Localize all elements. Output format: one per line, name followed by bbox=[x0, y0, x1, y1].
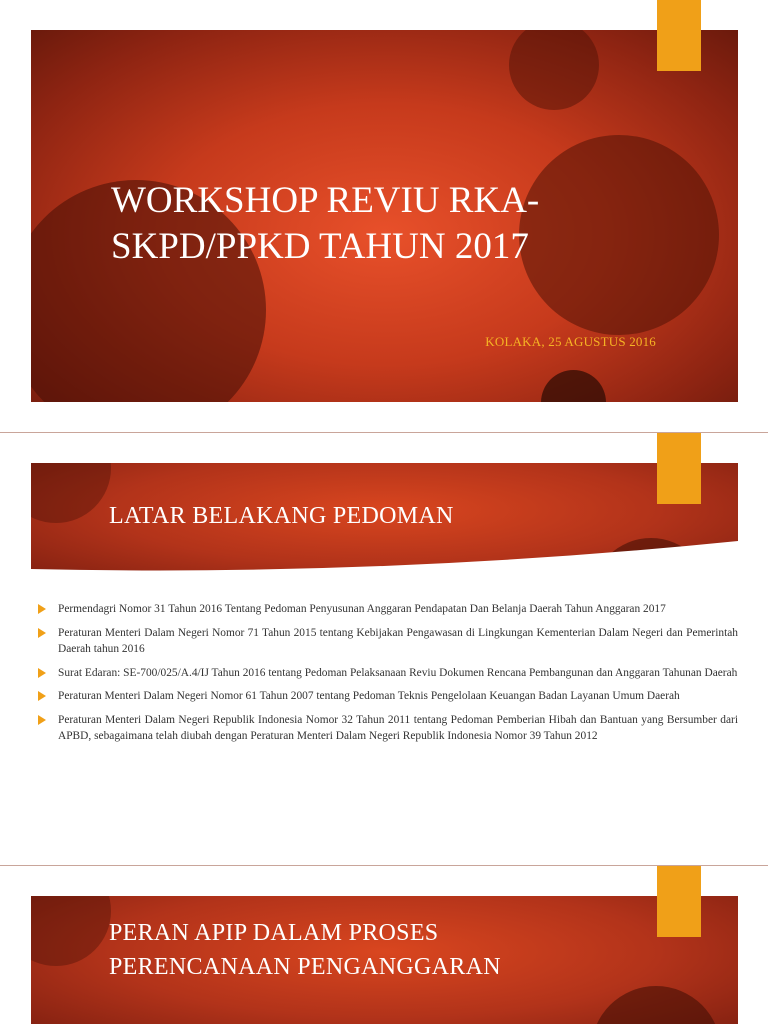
bullet-arrow-icon bbox=[38, 668, 46, 678]
slide-latar-belakang bbox=[0, 433, 768, 865]
bullet-arrow-icon bbox=[38, 691, 46, 701]
presentation-subtitle: KOLAKA, 25 AGUSTUS 2016 bbox=[485, 334, 656, 349]
bullet-arrow-icon bbox=[38, 715, 46, 725]
banner-curve bbox=[31, 541, 738, 581]
decor-circle bbox=[591, 986, 721, 1024]
accent-tab bbox=[657, 866, 701, 937]
section-banner bbox=[31, 463, 738, 581]
bullet-list bbox=[38, 601, 738, 752]
decor-circle bbox=[31, 896, 111, 966]
bullet-arrow-icon bbox=[38, 628, 46, 638]
title-banner bbox=[31, 30, 738, 402]
section-title: LATAR BELAKANG PEDOMAN bbox=[109, 503, 454, 529]
slide-peran-apip bbox=[0, 866, 768, 1024]
section-banner bbox=[31, 896, 738, 1024]
list-item: Peraturan Menteri Dalam Negeri Nomor 61 Tahun 2007 tentang Pedoman Teknis Pengelolaan Keuangan Badan Layanan Umum Daerah bbox=[38, 688, 738, 705]
list-item: Surat Edaran: SE-700/025/A.4/IJ Tahun 2016 tentang Pedoman Pelaksanaan Reviu Dokumen Rencana Pembangunan dan Anggaran Tahunan Daerah bbox=[38, 665, 738, 682]
slide-title bbox=[0, 0, 768, 432]
list-item: Peraturan Menteri Dalam Negeri Republik Indonesia Nomor 32 Tahun 2011 tentang Pedoman Pemberian Hibah dan Bantuan yang Bersumber dari APBD, sebagaimana telah diubah dengan Peraturan Menteri Dalam Negeri Republik Indonesia Nomor 39 Tahun 2012 bbox=[38, 712, 738, 745]
list-item: Peraturan Menteri Dalam Negeri Nomor 71 Tahun 2015 tentang Kebijakan Pengawasan di Lingkungan Kementerian Dalam Negeri dan Pemerintah Daerah tahun 2016 bbox=[38, 625, 738, 658]
accent-tab bbox=[657, 433, 701, 504]
decor-circle bbox=[541, 370, 606, 402]
accent-tab bbox=[657, 0, 701, 71]
decor-circle bbox=[509, 30, 599, 110]
section-title: PERAN APIP DALAM PROSES PERENCANAAN PENGANGGARAN bbox=[109, 920, 501, 980]
decor-circle bbox=[31, 463, 111, 523]
bullet-arrow-icon bbox=[38, 604, 46, 614]
list-item: Permendagri Nomor 31 Tahun 2016 Tentang Pedoman Penyusunan Anggaran Pendapatan Dan Belanja Daerah Tahun Anggaran 2017 bbox=[38, 601, 738, 618]
presentation-title: WORKSHOP REVIU RKA-SKPD/PPKD TAHUN 2017 bbox=[111, 180, 540, 267]
